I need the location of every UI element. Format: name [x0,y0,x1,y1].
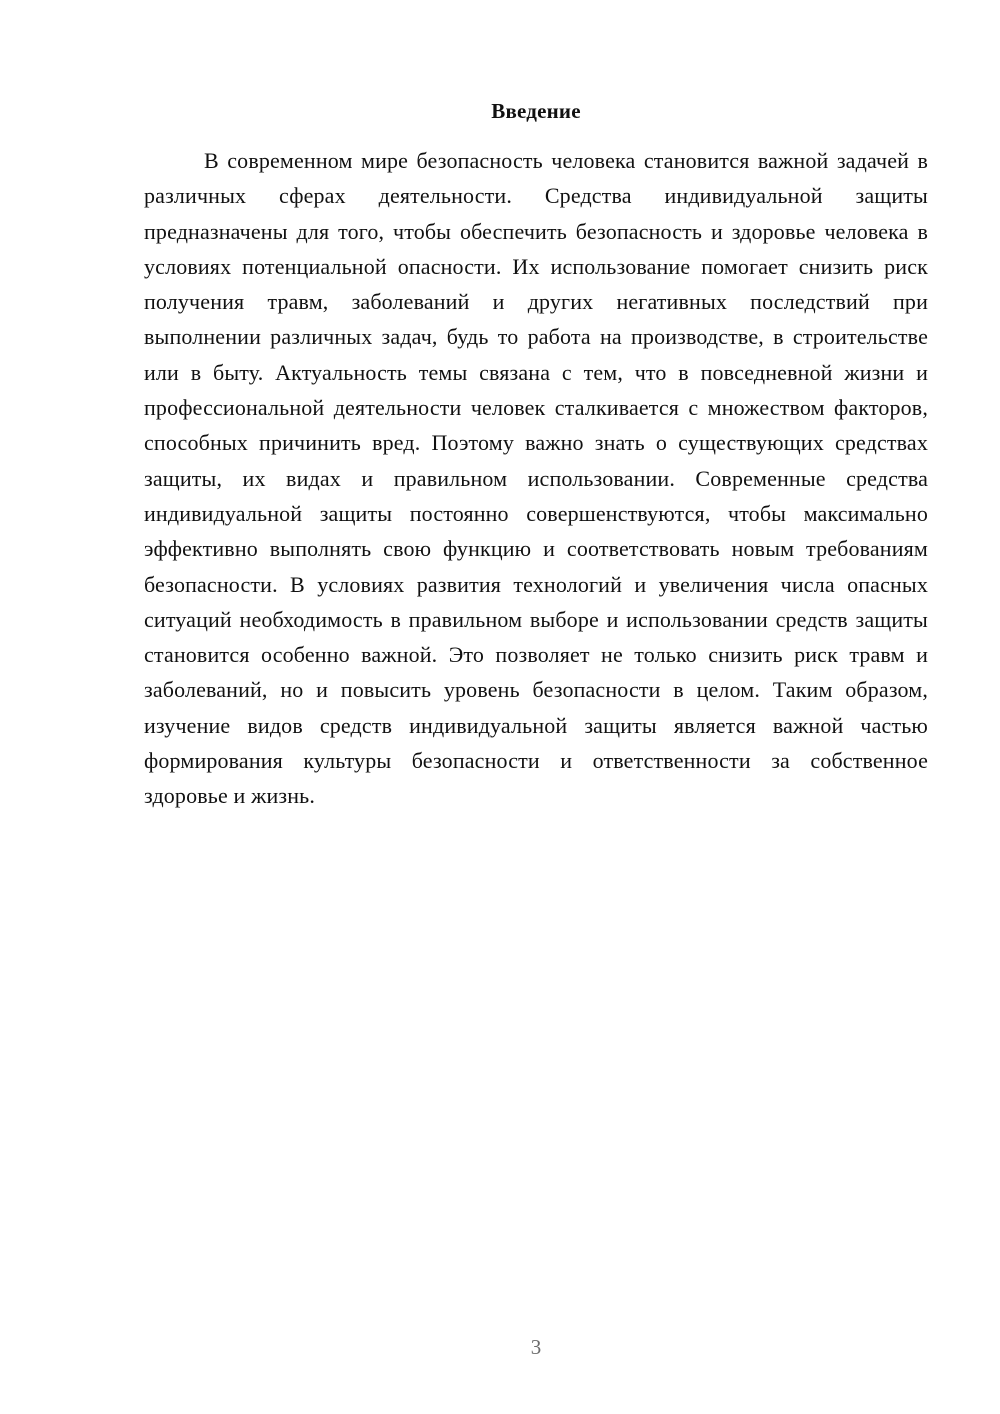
body-paragraph: В современном мире безопасность человека становится важной задачей в различных сферах деятельности. Средства индивидуальной защиты предназначены для того, чтобы обеспечить безопасность и здоровье человека в условиях потенциальной опасности. Их использование помогает снизить риск получения травм, заболеваний и других негативных последствий при выполнении различных задач, будь то работа на производстве, в строительстве или в быту. Актуальность темы связана с тем, что в повседневной жизни и профессиональной деятельности человек сталкивается с множеством факторов, способных причинить вред. Поэтому важно знать о существующих средствах защиты, их видах и правильном использовании. Современные средства индивидуальной защиты постоянно совершенствуются, чтобы максимально эффективно выполнять свою функцию и соответствовать новым требованиям безопасности. В условиях развития технологий и увеличения числа опасных ситуаций необходимость в правильном выборе и использовании средств защиты становится особенно важной. Это позволяет не только снизить риск травм и заболеваний, но и повысить уровень безопасности в целом. Таким образом, изучение видов средств индивидуальной защиты является важной частью формирования культуры безопасности и ответственности за собственное здоровье и жизнь. [144,148,928,809]
section-heading: Введение [491,99,581,123]
page-number: 3 [530,1335,542,1359]
